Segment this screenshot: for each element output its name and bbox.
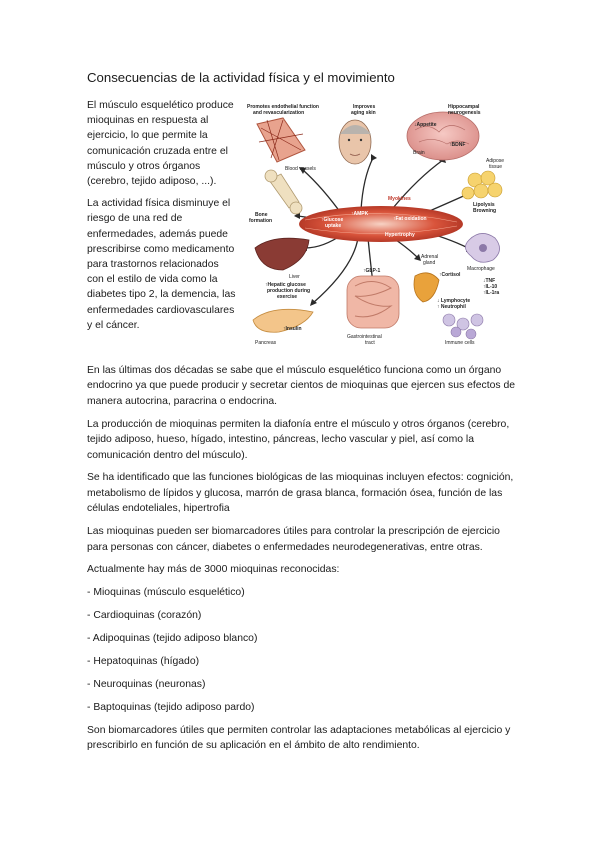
myokines-figure xyxy=(243,98,513,348)
label-myokines: Myokines xyxy=(388,196,411,202)
label-pancreas: Pancreas xyxy=(255,340,277,346)
label-aging-skin: aging skin xyxy=(351,110,376,116)
paragraph: Se ha identificado que las funciones biológicas de las mioquinas incluyen efectos: cognición, metabolismo de lípidos y glucosa, marrón de grasa blanca, formación ósea, función de las células endoteliales, hipertrofia xyxy=(87,472,514,515)
paragraph: En las últimas dos décadas se sabe que el músculo esquelético funciona como un órgano endocrino ya que puede producir y secretar cientos de mioquinas que ejercen sus efectos de manera autocrina, paracrina o endocrina. xyxy=(87,365,516,407)
label-tissue: tissue xyxy=(489,164,503,170)
label-hepatic-glucose: ↑Hepatic glucose xyxy=(265,282,306,288)
intro-column xyxy=(87,98,237,340)
label-appetite: ↓Appetite xyxy=(414,122,437,128)
label-glucose: ↑Glucose xyxy=(321,217,344,223)
label-formation: formation xyxy=(249,218,273,224)
paragraph: Actualmente hay más de 3000 mioquinas reconocidas: xyxy=(87,564,340,576)
label-hypertrophy: Hypertrophy xyxy=(385,232,415,238)
label-lipolysis: Lipolysis xyxy=(473,202,495,208)
label-neurogenesis: neurogenesis xyxy=(448,110,481,116)
label-insulin: ↑Insulin xyxy=(283,326,302,332)
label-brain: Brain xyxy=(413,150,425,156)
label-ampk: ↑AMPK xyxy=(351,211,369,217)
label-immune-cells: Immune cells xyxy=(445,340,475,346)
macrophage-illustration xyxy=(465,233,499,262)
label-endothelial: Promotes endothelial function xyxy=(247,104,319,110)
label-gastrointestinal: Gastrointestinal xyxy=(347,334,382,340)
label-adrenal: Adrenal xyxy=(421,254,439,260)
paragraph: Las mioquinas pueden ser biomarcadores útiles para controlar la prescripción de ejercicio para personas con cáncer, diabetes o enfermedades neurodegenerativas, entre otras. xyxy=(87,526,500,553)
list-item: - Mioquinas (músculo esquelético) xyxy=(87,587,245,599)
list-item: - Neuroquinas (neuronas) xyxy=(87,679,206,690)
immune-cells-illustration xyxy=(443,314,483,339)
label-improves: Improves xyxy=(353,104,376,110)
adrenal-gland-illustration xyxy=(414,273,439,302)
myokine-list xyxy=(87,585,519,715)
label-tract: tract xyxy=(365,340,375,346)
label-tnf: ↓TNF xyxy=(483,278,496,284)
muscle-illustration xyxy=(299,206,463,242)
label-production: production during xyxy=(267,288,311,294)
label-macrophage: Macrophage xyxy=(467,266,495,272)
list-item: - Hepatoquinas (hígado) xyxy=(87,656,200,668)
myokines-diagram xyxy=(243,98,513,348)
intro-paragraph: El músculo esquelético produce mioquinas en respuesta al ejercicio, lo que permite la comunicación cruzada entre el músculo y otros órganos (cerebro, tejido adiposo, ...). xyxy=(87,100,234,188)
label-adipose: Adipose xyxy=(486,158,505,164)
label-bdnf: ↑BDNF xyxy=(449,142,466,148)
label-il10: ↑IL-10 xyxy=(483,284,498,290)
label-liver: Liver xyxy=(289,274,300,280)
label-glp1: ↑GLP-1 xyxy=(363,268,381,274)
label-exercise: exercise xyxy=(277,294,298,300)
list-item: - Cardioquinas (corazón) xyxy=(87,610,202,622)
skin-face-illustration xyxy=(339,120,371,164)
closing-paragraph: Son biomarcadores útiles que permiten controlar las adaptaciones metabólicas al ejercicio y prescribirlo en función de su aplicación en el ámbito de alto rendimiento. xyxy=(87,724,511,752)
label-neutrophil: ↑ Neutrophil xyxy=(437,304,466,310)
adipose-illustration xyxy=(462,171,502,199)
main-text xyxy=(87,363,519,761)
liver-illustration xyxy=(255,238,309,270)
label-browning: Browning xyxy=(473,208,497,214)
label-uptake: uptake xyxy=(325,223,342,229)
label-lymphocyte: ↓ Lymphocyte xyxy=(437,298,471,304)
label-cortisol: ↑Cortisol xyxy=(439,272,461,278)
list-item: - Adipoquinas (tejido adiposo blanco) xyxy=(87,633,258,645)
label-hippocampal: Hippocampal xyxy=(448,104,480,110)
list-item: - Baptoquinas (tejido adiposo pardo) xyxy=(87,701,255,713)
label-gland: gland xyxy=(423,260,436,266)
paragraph: La producción de mioquinas permiten la diafonía entre el músculo y otros órganos (cerebro, tejido adiposo, hueso, hígado, intestino, páncreas, lecho vascular y piel, así como la comunicación dentro del músculo). xyxy=(87,418,510,461)
label-il1ra: ↑IL-1ra xyxy=(483,290,500,296)
intro-paragraph: La actividad física disminuye el riesgo de una red de enfermedades, además puede prescribirse como medicamento para trastornos relacionados con el estilo de vida como la diabetes tipo 2, la demencia, las enfermedades cardiovasculares y el cáncer. xyxy=(87,198,236,331)
label-bone: Bone xyxy=(255,212,268,218)
blood-vessels-illustration xyxy=(257,118,305,162)
label-fat-oxidation: ↑Fat oxidation xyxy=(393,216,427,222)
label-revascularization: and revascularization xyxy=(253,110,305,116)
page-title: Consecuencias de la actividad física y el movimiento xyxy=(87,70,395,85)
gi-tract-illustration xyxy=(347,276,399,328)
label-blood-vessels: Blood vessels xyxy=(285,166,316,172)
bone-illustration xyxy=(265,170,302,214)
